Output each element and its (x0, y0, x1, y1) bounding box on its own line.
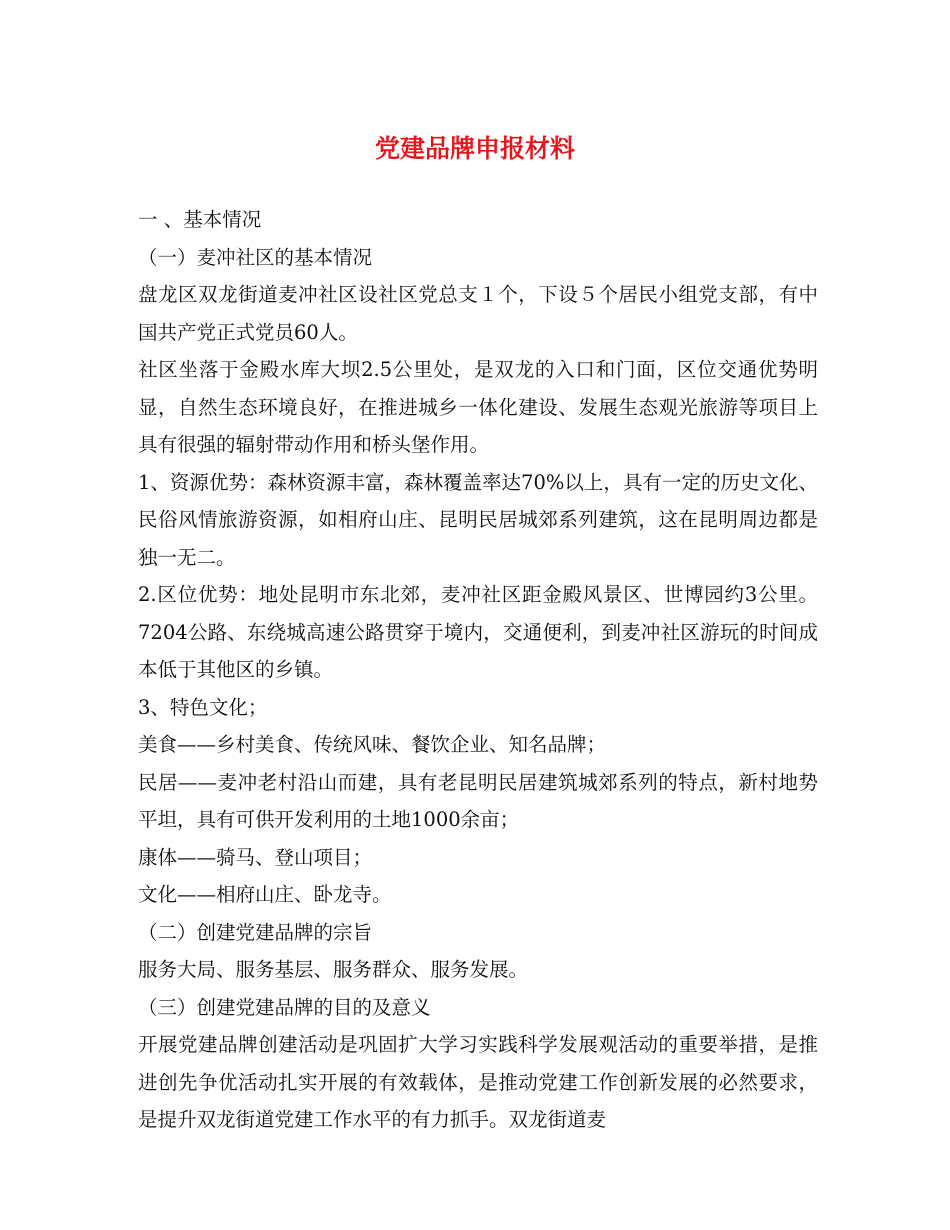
document-title: 党建品牌申报材料 (374, 134, 575, 163)
body-paragraph: 服务大局、服务基层、服务群众、服务发展。 (138, 958, 529, 981)
document-body (138, 201, 818, 1139)
subsection-heading: （三）创建党建品牌的目的及意义 (138, 995, 431, 1019)
body-paragraph: 3、特色文化； (138, 695, 268, 719)
body-paragraph: 开展党建品牌创建活动是巩固扩大学习实践科学发展观活动的重要举措，是推进创先争优活动扎实开展的有效载体，是推动党建工作创新发展的必然要求，是提升双龙街道党建工作水平的有力抓手。双龙街道麦 (138, 1033, 818, 1131)
section-heading: 一 、基本情况 (138, 208, 262, 231)
body-paragraph: 文化——相府山庄、卧龙寺。 (138, 883, 392, 906)
body-paragraph: 1、资源优势：森林资源丰富，森林覆盖率达70%以上，具有一定的历史文化、民俗风情旅游资源，如相府山庄、昆明民居城郊系列建筑，这在昆明周边都是独一无二。 (138, 470, 818, 569)
subsection-heading: （二）创建党建品牌的宗旨 (138, 920, 373, 944)
subsection-heading: （一）麦冲社区的基本情况 (138, 245, 373, 269)
body-paragraph: 社区坐落于金殿水库大坝2.5公里处，是双龙的入口和门面，区位交通优势明显，自然生态环境良好，在推进城乡一体化建设、发展生态观光旅游等项目上具有很强的辐射带动作用和桥头堡作用。 (138, 358, 818, 456)
body-paragraph: 美食——乡村美食、传统风味、餐饮企业、知名品牌； (138, 733, 607, 756)
body-paragraph: 盘龙区双龙街道麦冲社区设社区党总支１个，下设５个居民小组党支部，有中国共产党正式党员60人。 (138, 283, 818, 344)
body-paragraph: 2.区位优势：地处昆明市东北郊，麦冲社区距金殿风景区、世博园约3公里。7204公路、东绕城高速公路贯穿于境内，交通便利，到麦冲社区游玩的时间成本低于其他区的乡镇。 (138, 583, 818, 681)
body-paragraph: 康体——骑马、登山项目； (138, 845, 373, 869)
body-paragraph: 民居——麦冲老村沿山而建，具有老昆明民居建筑城郊系列的特点，新村地势平坦，具有可供开发利用的土地1000余亩； (138, 770, 818, 831)
